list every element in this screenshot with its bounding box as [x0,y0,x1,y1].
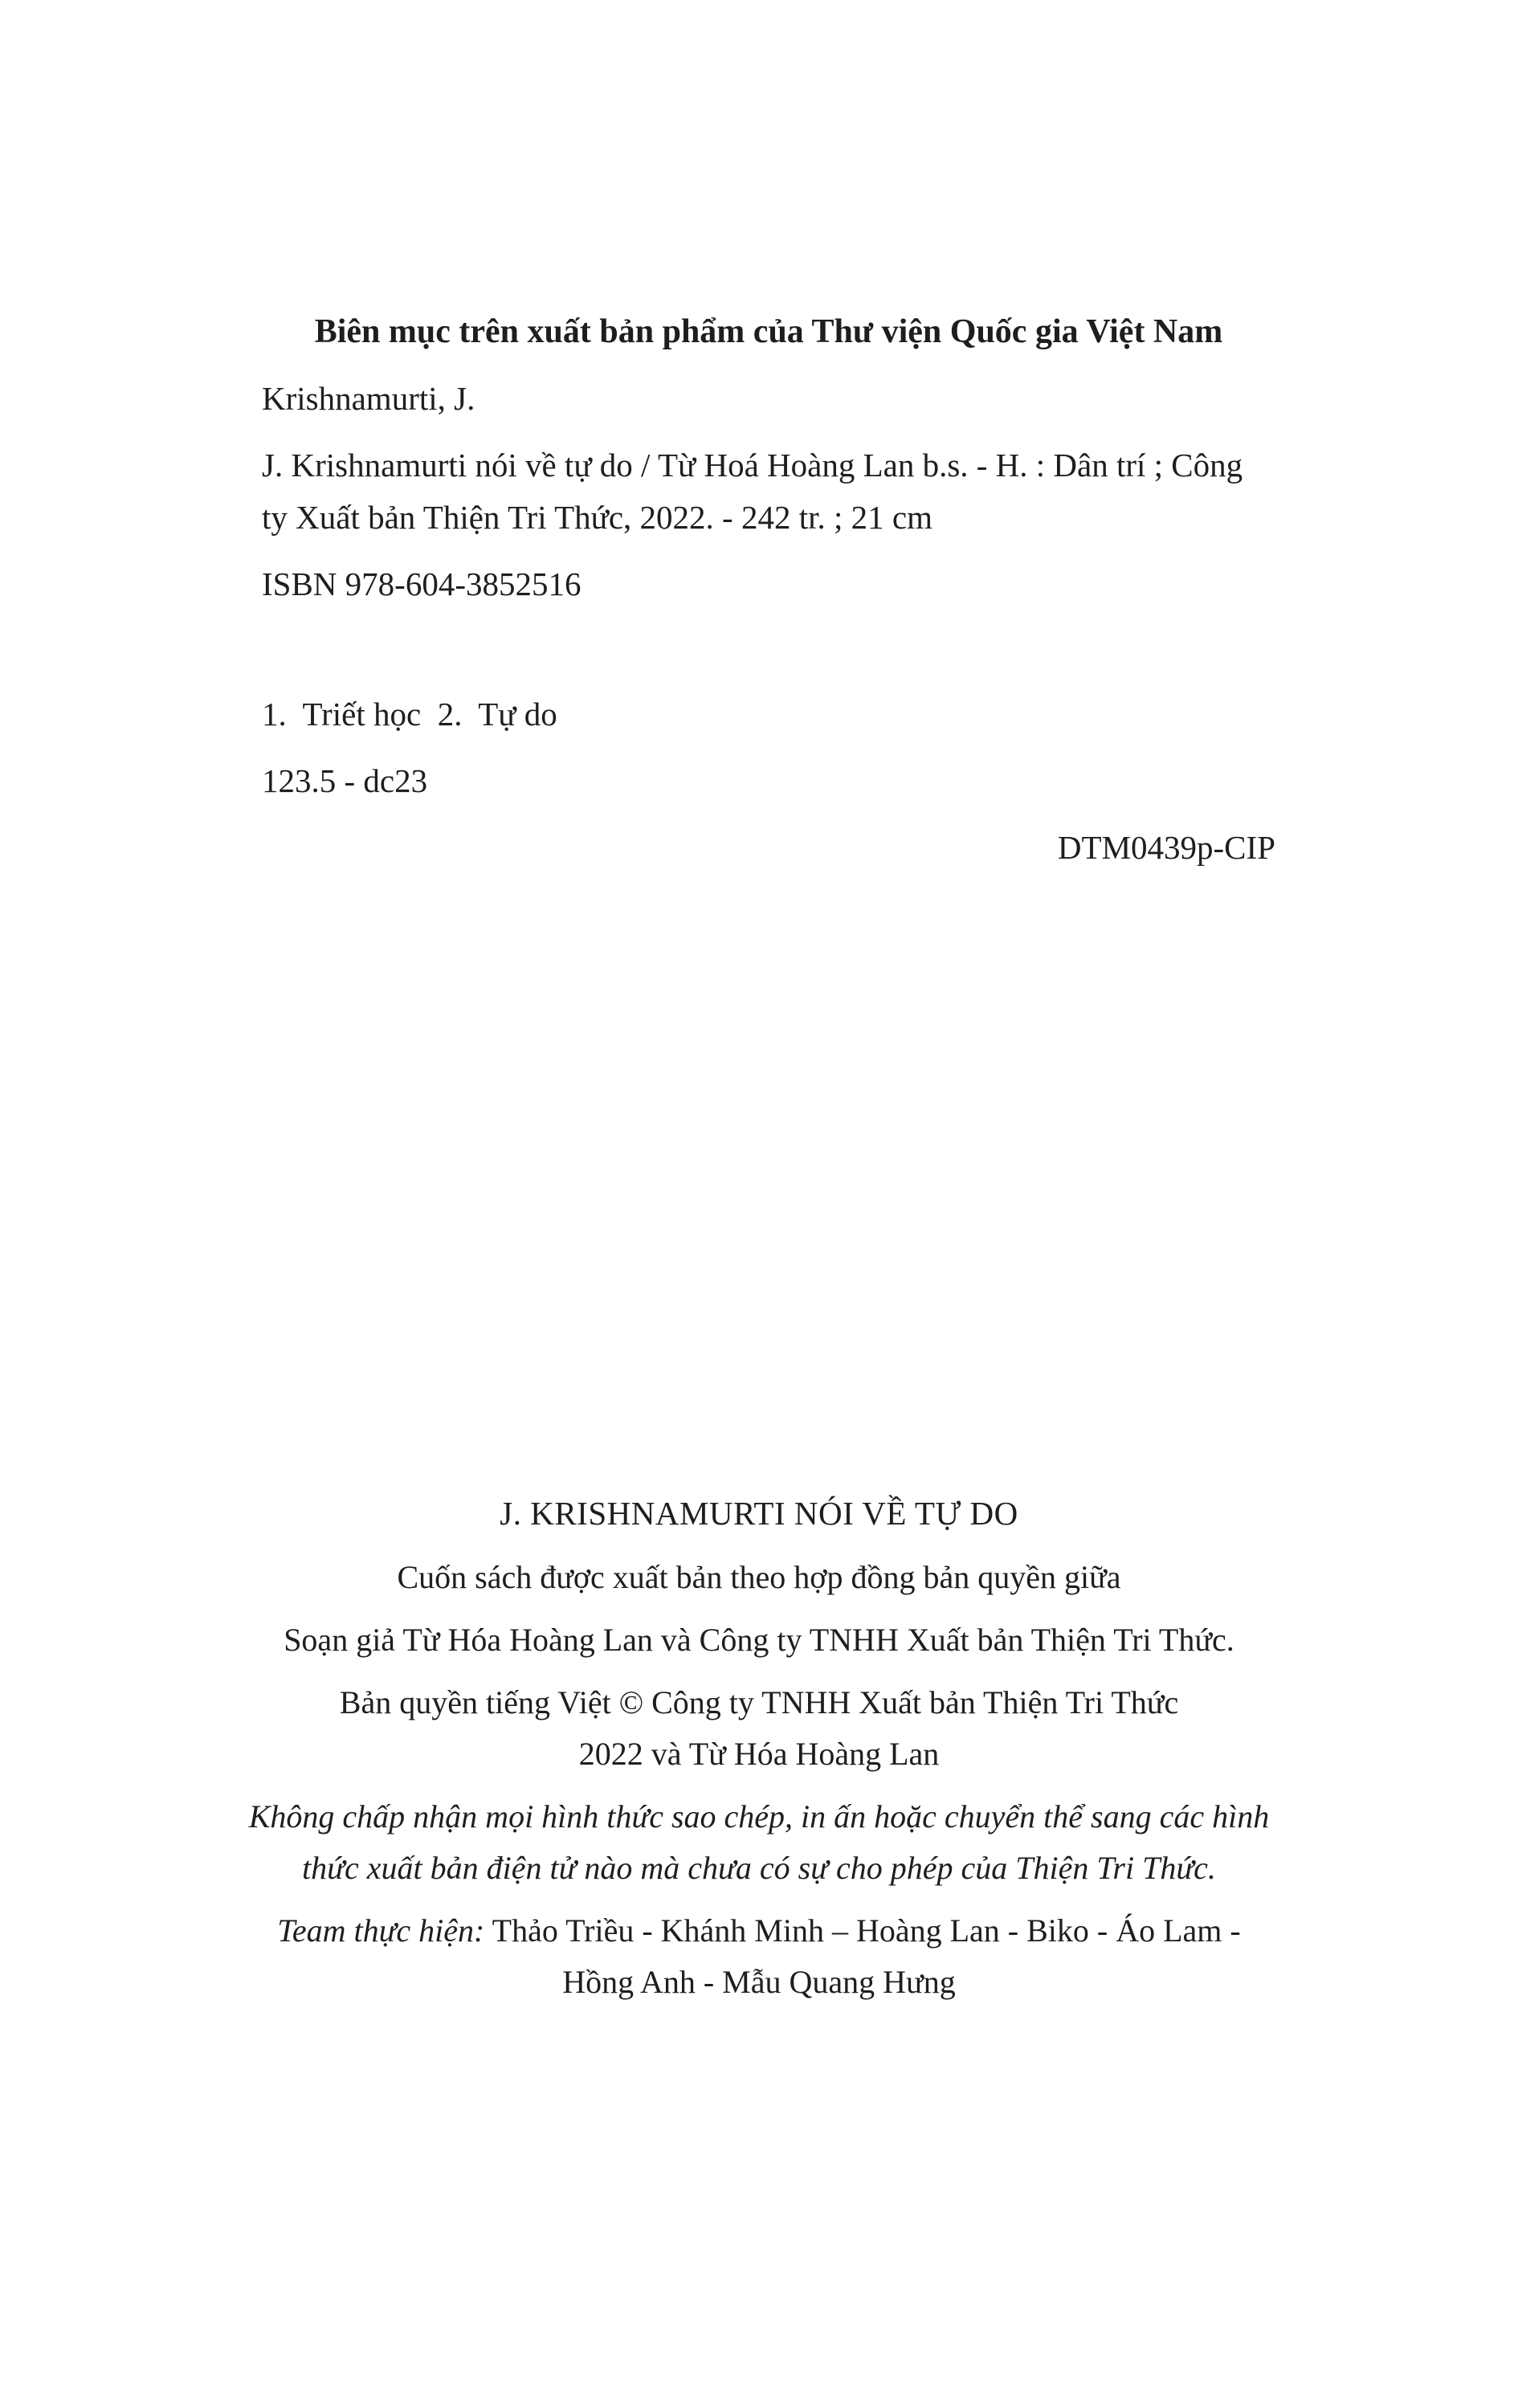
contract-line-1: Cuốn sách được xuất bản theo hợp đồng bản quyền giữa [397,1558,1121,1595]
team-label: Team thực hiện: [277,1912,485,1949]
book-title: J. KRISHNAMURTI NÓI VỀ TỰ DO [500,1495,1018,1532]
reproduction-notice: Không chấp nhận mọi hình thức sao chép, in ấn hoặc chuyển thể sang các hình thức xuất bản điện tử nào mà chưa có sự cho phép của Thiện Tri Thức. [248,1798,1270,1886]
spacer [262,624,1275,688]
cip-code: DTM0439p-CIP [1057,828,1275,866]
contract-line-2: Soạn giả Từ Hóa Hoàng Lan và Công ty TNHH Xuất bản Thiện Tri Thức. [284,1621,1234,1658]
cip-isbn: ISBN 978-604-3852516 [262,565,581,602]
cip-author: Krishnamurti, J. [262,380,475,418]
cip-subjects: 1. Triết học 2. Tự do [262,696,557,733]
cip-description: J. Krishnamurti nói về tự do / Từ Hoá Hoàng Lan b.s. - H. : Dân trí ; Công ty Xuất bản Thiện Tri Thức, 2022. - 242 tr. ; 21 cm [262,447,1243,536]
team-credits [241,1905,1277,2008]
cip-title: Biên mục trên xuất bản phẩm của Thư viện Quốc gia Việt Nam [314,313,1223,350]
team-members: Thảo Triều - Khánh Minh – Hoàng Lan - Biko - Áo Lam - Hồng Anh - Mẫu Quang Hưng [484,1912,1241,2000]
copyright-notice: Bản quyền tiếng Việt © Công ty TNHH Xuất bản Thiện Tri Thức 2022 và Từ Hóa Hoàng Lan [339,1684,1179,1772]
cip-classification: 123.5 - dc23 [262,762,428,800]
cip-block [262,305,1275,888]
credits-block [241,1488,1277,2019]
